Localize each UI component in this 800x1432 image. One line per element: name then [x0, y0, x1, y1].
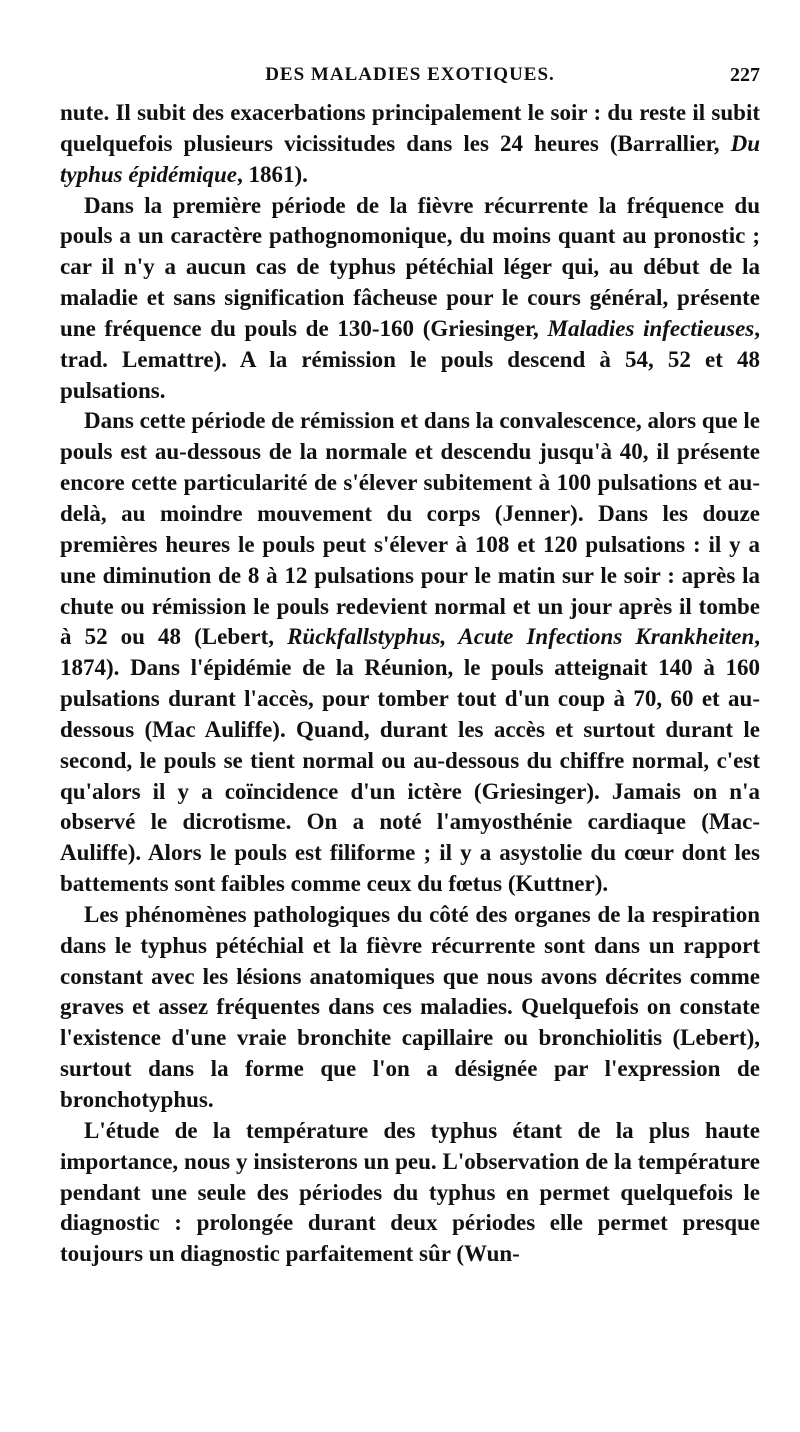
text-run: , 1861). — [236, 161, 308, 187]
running-title: DES MALADIES EXOTIQUES. — [265, 64, 555, 85]
running-head — [60, 64, 760, 98]
paragraph-4 — [60, 900, 760, 1116]
book-title-italic: Maladies infectieuses — [547, 315, 755, 341]
paragraph-1 — [60, 98, 760, 191]
text-run: Dans cette période de rémission et dans la convalescence, alors que le pouls est au-dessous de la normale et descendu jusqu'à 40, il présente encore cette particularité de s'élever subitement à 100 pulsations et au-delà, au moindre mouvement du corps (Jenner). Dans les douze premières heures le pouls peut s'élever à 108 et 120 pulsations : il y a une diminution de 8 à 12 pulsations pour le matin sur le soir : après la chute ou rémission le pouls redevient normal et un jour après il tombe à 52 ou 48 (Lebert, — [60, 408, 760, 650]
paragraph-5 — [60, 1116, 760, 1270]
text-run: L'étude de la température des typhus étant de la plus haute importance, nous y insisterons un peu. L'observation de la température pendant une seule des périodes du typhus en permet quelquefois le diagnostic : prolongée durant deux périodes elle permet presque toujours un diagnostic parfaitement sûr (Wun- — [60, 1117, 760, 1267]
text-run: Dans la première période de la fièvre récurrente la fréquence du pouls a un caractère pathognomonique, du moins quant au pronostic ; car il n'y a aucun cas de typhus pétéchial léger qui, au début de la maladie et sans signification fâcheuse pour le cours général, présente une fréquence du pouls de 130-160 (Griesinger, — [60, 192, 760, 341]
text-run: , 1874). Dans l'épidémie de la Réunion, le pouls atteignait 140 à 160 pulsations durant l'accès, pour tomber tout d'un coup à 70, 60 et au-dessous (Mac Auliffe). Quand, durant les accès et surtout durant le second, le pouls se tient normal ou au-dessous du chiffre normal, c'est qu'alors il y a coïncidence d'un ictère (Griesinger). Jamais on n'a observé le dicrotisme. On a noté l'amyosthénie cardiaque (Mac-Auliffe). Alors le pouls est filiforme ; il y a asystolie du cœur dont les battements sont faibles comme ceux du fœtus (Kuttner). — [60, 624, 761, 897]
paragraph-2 — [60, 191, 760, 407]
book-title-italic: Du typhus épidémique — [60, 130, 760, 187]
book-title-italic: Rückfallstyphus, Acute Infections Krankheiten — [287, 624, 755, 650]
body-text — [60, 98, 760, 1270]
text-run: , trad. Lemattre). A la rémission le pouls descend à 54, 52 et 48 pulsations. — [60, 315, 760, 403]
book-page — [60, 64, 760, 1270]
text-run: nute. Il subit des exacerbations principalement le soir : du reste il subit quelquefois plusieurs vicissitudes dans les 24 heures (Barrallier, — [60, 100, 760, 156]
paragraph-3 — [60, 406, 760, 900]
text-run: Les phénomènes pathologiques du côté des organes de la respiration dans le typhus pétéchial et la fièvre récurrente sont dans un rapport constant avec les lésions anatomiques que nous avons décrites comme graves et assez fréquentes dans ces maladies. Quelquefois on constate l'existence d'une vraie bronchite capillaire ou bronchiolitis (Lebert), surtout dans la forme que l'on a désignée par l'expression de bronchotyphus. — [60, 901, 760, 1112]
page-number: 227 — [730, 64, 760, 86]
